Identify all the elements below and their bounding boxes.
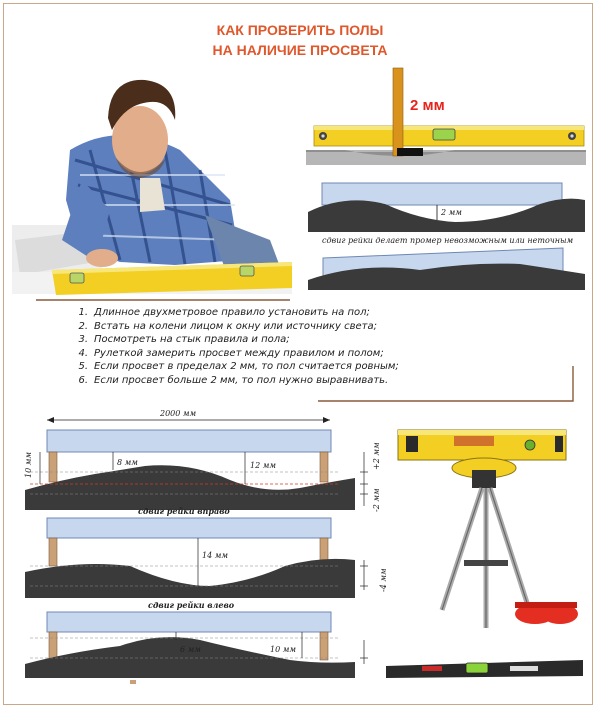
step-text: Рулеткой замерить просвет между правилом и полом;: [94, 347, 384, 359]
plus-label: +2 мм: [372, 442, 381, 470]
gap-a-label: 8 мм: [117, 458, 138, 467]
step-number: 5.: [78, 361, 88, 372]
rail-shift-caption: сдвиг рейки делает промер невозможным или неточным: [322, 236, 574, 245]
measurement-diagram: [24, 409, 388, 684]
step-item: [58, 360, 478, 374]
step-item: [58, 333, 478, 347]
gap-e-label: 10 мм: [270, 645, 296, 654]
minus-c-label: -4 мм: [379, 568, 388, 592]
step-text: Если просвет в пределах 2 мм, то пол считается ровным;: [94, 361, 399, 372]
title-line-1: КАК ПРОВЕРИТЬ ПОЛЫ: [216, 22, 384, 38]
step-text: Встать на колени лицом к окну или источнику света;: [94, 320, 377, 332]
step-item: [58, 374, 478, 388]
step-number: 2.: [78, 320, 88, 332]
step-item: [58, 347, 478, 361]
step-text: Длинное двухметровое правило установить на пол;: [94, 307, 370, 318]
gap-c-label: 14 мм: [202, 551, 228, 560]
left-height-label: 10 мм: [24, 452, 33, 478]
laser-level-tripod-photo: [398, 430, 578, 628]
gap-b-label: 12 мм: [250, 461, 276, 470]
rail-gap-label: 2 мм: [441, 208, 462, 217]
minus-label: -2 мм: [372, 488, 381, 512]
step-text: Если просвет больше 2 мм, то пол нужно выравнивать.: [94, 374, 389, 386]
top-gap-label: 2 мм: [410, 97, 445, 114]
step-number: 3.: [78, 334, 88, 345]
step-text: Посмотреть на стык правила и пола;: [94, 334, 290, 345]
steps-list: [58, 306, 478, 387]
level-gap-diagram: [306, 68, 586, 165]
rail-shift-diagram: [308, 183, 585, 290]
black-spirit-level-photo: [386, 660, 583, 678]
span-label: 2000 мм: [160, 409, 197, 418]
title-line-2: НА НАЛИЧИЕ ПРОСВЕТА: [212, 42, 388, 58]
step-number: 6.: [78, 374, 88, 386]
step-item: [58, 320, 478, 334]
shift-left-caption: сдвиг рейки влево: [148, 600, 235, 610]
shift-right-caption: сдвиг рейки вправо: [138, 506, 230, 516]
man-with-level-photo: [12, 80, 292, 295]
step-item: [58, 306, 478, 320]
step-number: 1.: [78, 307, 88, 318]
gap-d-label: 6 мм: [180, 645, 201, 654]
step-number: 4.: [78, 347, 88, 359]
